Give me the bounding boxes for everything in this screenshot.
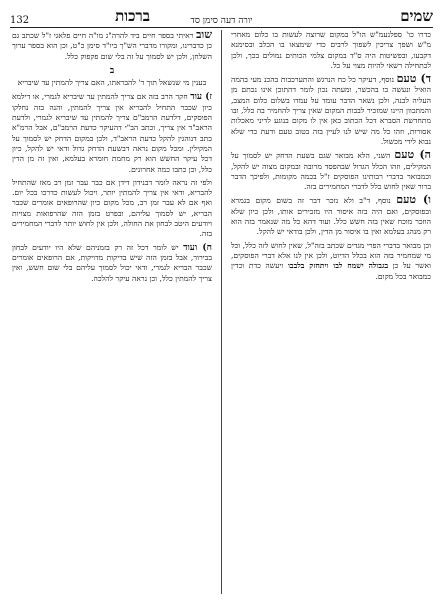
paragraph bbox=[12, 30, 212, 62]
emphasized-quote: בגבולה ישמח לבו ויתחזק בלבבו bbox=[287, 261, 389, 271]
column-divider bbox=[221, 30, 222, 594]
right-column bbox=[231, 30, 431, 285]
paragraph-text: השני, הלא מבואר שגם בשעת הדחק יש לסמוך על המקילים, וזהו הכלל הגדול שבהפסד מרובה ובמקום מצוה יש להקל, וכמבואר בדברי רבותינו הפוסקים ז"ל בכמה מקומות, ולפיכך הדבר ברור שאין לחוש כלל לדברי המחמירים בזה. bbox=[231, 151, 431, 192]
paragraph-lead: ד) טעם bbox=[396, 72, 431, 86]
paragraph-text: ראיתי בספר חיים ביד להרה"ג מו"ה חיים פלאגי ז"ל שכתב גם כן כדברינו, ומקורו מדברי הש"ך ביו"ד סימן כ"ט, וכן הוא בספר ערוך השלחן, ולכן יש לסמוך על זה בלי שום פקפוק כלל. bbox=[12, 31, 212, 61]
paragraph bbox=[12, 92, 212, 174]
paragraph bbox=[12, 178, 212, 240]
header-section-title: שמים bbox=[400, 7, 433, 25]
paragraph-text: יש לומר דכל זה רק בזמניהם שלא היו יודעים לבחון בבירור, אבל בזמן הזה שיש בדיקות מדויקות, אם הרופאים אומרים שכבר הבריא לגמרי, ודאי יכול לסמוך עליהם בלי שום חשש, ואין צריך להמתין כלל, וכן נראה עיקר להלכה. bbox=[12, 242, 212, 283]
paragraph-lead: ז) עוד bbox=[190, 92, 212, 103]
header-tractate-title: ברכות bbox=[115, 7, 150, 25]
header-rule bbox=[10, 27, 433, 28]
paragraph-text: וכן מבואר בדברי הפרי מגדים שכתב בזה"ל, שאין לחוש לזה כלל, וכל מי שמחמיר בזה הוא בכלל הדיוט, ולכן אין לנו אלא דברי הפוסקים, ואשר על כן bbox=[231, 240, 431, 271]
paragraph bbox=[231, 241, 431, 282]
running-header bbox=[10, 4, 433, 26]
left-column bbox=[12, 30, 212, 287]
paragraph bbox=[231, 195, 431, 237]
paragraph-lead: כדרו bbox=[417, 30, 431, 39]
paragraph-text: ויעשה כדת וכדין כמבואר בכל מקום. bbox=[231, 261, 431, 281]
paragraph-text: ולפי זה נראה לומר דבנידון דידן אם כבר עבר זמן רב מאז שהתחיל להבריא, ודאי אין צריך להמתין יותר, ויכול לעשות כדרכו בכל יום. ואף אם לא עבר זמן רב, מכל מקום כיון שהרופאים אומרים שכבר הבריא, יש לסמוך עליהם, ובפרט בזמן הזה שהרפואות מצויות ויודעים היטב לבחון את החולה, ולכן אין לחוש יותר לדברי המחמירים בזה. bbox=[12, 177, 212, 239]
paragraph bbox=[231, 30, 431, 71]
section-letter: ב bbox=[109, 65, 115, 76]
paragraph-lead: שוב bbox=[196, 28, 213, 41]
paragraph-text: נוסף, ד"ב ולא נזכר דבר זה בשום מקום בגמרא ובפוסקים, ואם היה בזה איסור היו מזכירים אותו, ולכן כיון שלא הוזכר מוכח שאין בזה חשש כלל. ועוד דהא כל מה שנאמר בזה הוא רק מנהג בעלמא ואין בו איסור מן הדין, ולכן בודאי יש להקל. bbox=[231, 196, 431, 237]
paragraph bbox=[12, 243, 212, 284]
paragraph-lead: ו) טעם bbox=[396, 193, 431, 207]
paragraph bbox=[231, 74, 431, 147]
header-left-group bbox=[10, 7, 150, 26]
paragraph-lead: ח) ועוד bbox=[183, 242, 212, 253]
header-chapter-ref: יורה דעה סימן סד bbox=[190, 16, 253, 26]
paragraph-text: כו' ספלנעמ"ש הו"ל במקום שרוצה לעשות בו כלום מאחרי מ"ש ושפך צריכין לשפוך לרבים כדי שימצאו בו הכלב ובסימנא דקבעו, ובפשיטות היה ס"ד במקום צלמי הכותים נמולים בכך, ולכן לכתחילה רשאי להיות מצוי על כל. bbox=[231, 30, 431, 70]
paragraph bbox=[231, 150, 431, 192]
paragraph-text: נוסף, דעיקר כל כח הנרגש והתערכבות בהכנ מעי בהמה הואיל ונעשה בו בהכשר, ומעתה נכון לומר דהתוכן אינו נכתם מן העליה לבנה, ולכן נשאר הדבר עומד על עמדו בשלום כלום המצב, והמתכוון היינו שמזכיר לבבות המקום שאין צריך להחמיר בה כלל, ובו מתחדשת הסברא דכל הכתוב כאן אין לו מקום בנוגע לדיני מאכלות אסורות, וזהו כל מה שיש לנו לעיין בזה בטוב טעם ודעת כדי שלא נבוא לידי מכשול. bbox=[231, 75, 431, 146]
section-heading: בענין מי שנשאל תוך ד' להבראתו, האם צריך להמתין עד שיבריא bbox=[17, 78, 207, 88]
paragraph-text: חקר הרב בזה אם צריך להמתין עד שיבריא לגמרי, או דילמא כיון שכבר התחיל להבריא אין צריך להמתין, והנה בזה נחלקו הפוסקים, דלדעת הרמב"ם צריך להמתין עד שיבריא לגמרי, ולדעת הראב"ד אין צריך, וכתב הב"י דהעיקר כדעת הרמב"ם, אבל הרמ"א כתב דנוהגין להקל כדעת הראב"ד, ולכן במקום הדחק יש לסמוך על המקילין. ומכל מקום נראה דבשעת הדחק גדול ודאי יש להקל, כיון דכל עיקר החשש הוא רק מחמת חומרא בעלמא, ואין זה מן הדין כלל, וכן כתבו כמה אחרונים. bbox=[12, 92, 212, 174]
paragraph-lead: ה) טעם bbox=[394, 148, 431, 162]
page-number: 132 bbox=[10, 15, 30, 26]
